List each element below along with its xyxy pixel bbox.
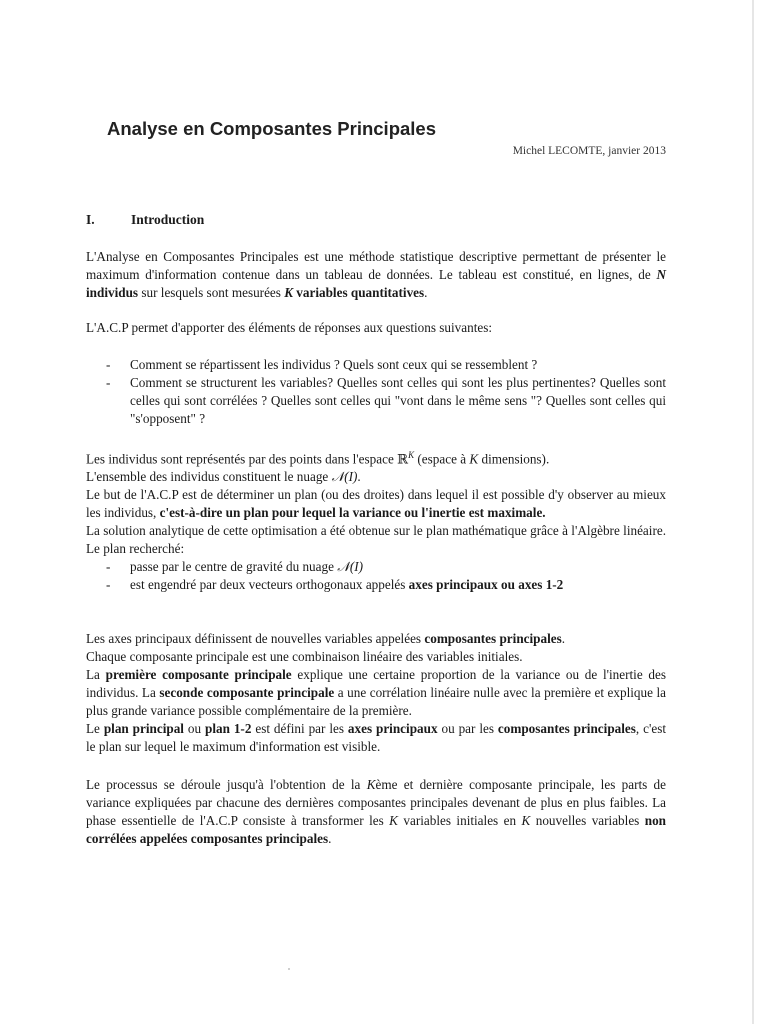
bold-span: axes principaux ou axes 1-2	[408, 577, 564, 593]
section-title: Introduction	[131, 212, 205, 227]
text-span: , c'est le plan sur lequel le maximum d'information est visible.	[86, 721, 666, 754]
text-span: sur lesquels sont mesurées	[138, 285, 285, 300]
paragraph-intro	[86, 248, 666, 302]
math-k: K	[469, 451, 479, 467]
text-span: ème et dernière composante principale, les parts de variance expliquées par chacune des dernières composantes principales devenant de plus en plus faibles. La phase essentielle de l'A.C.P consiste à transformer les	[86, 777, 667, 828]
bold-span: composantes principales	[424, 631, 562, 646]
math-cloud: 𝒩(I)	[331, 469, 358, 485]
line-cloud	[86, 468, 666, 486]
text-span: est engendré par deux vecteurs orthogonaux appelés	[130, 577, 409, 593]
math-space: ℝ	[397, 451, 409, 467]
math-cloud: 𝒩(I)	[337, 559, 364, 575]
paragraph-axes	[86, 630, 666, 756]
bold-span: composantes principales	[497, 721, 636, 736]
question-item: - Comment se répartissent les individus ? Quels sont ceux qui se ressemblent ?	[86, 356, 666, 374]
question-item: - Comment se structurent les variables? Quelles sont celles qui sont les plus pertinentes? Quelles sont celles qui sont corrélées ? Quelles sont celles qui "vont dans le même sens "? Quelles sont celles qui "s'opposent" ?	[86, 374, 666, 428]
line-solution: La solution analytique de cette optimisation a été obtenue sur le plan mathématique grâce à l'Algèbre linéaire. Le plan recherché:	[86, 523, 666, 557]
math-exponent: K	[408, 450, 415, 460]
paragraph-questions-intro: L'A.C.P permet d'apporter des éléments de réponses aux questions suivantes:	[86, 320, 493, 335]
bold-span: non corrélées appelées composantes principales	[86, 813, 666, 846]
math-k: K	[284, 285, 293, 300]
text-span: nouvelles variables	[530, 813, 645, 828]
text-span: explique une certaine proportion de la variance ou de l'inertie des individus. La	[86, 667, 666, 700]
line-goal	[86, 486, 666, 522]
math-n: N	[656, 267, 666, 282]
text-span: a une corrélation linéaire nulle avec la première et explique la plus grande variance possible complémentaire de la première.	[86, 685, 666, 718]
math-k: K	[366, 777, 376, 792]
text-span: ou par les	[437, 721, 498, 736]
plan-item	[86, 576, 666, 594]
author-line: Michel LECOMTE, janvier 2013	[512, 145, 666, 157]
line-combination: Chaque composante principale est une combinaison linéaire des variables initiales.	[86, 649, 523, 664]
questions-list	[86, 356, 666, 428]
line-axes	[86, 630, 666, 648]
text-span: (espace à	[414, 451, 470, 467]
math-k: K	[521, 813, 531, 828]
text-span: Le	[86, 721, 104, 736]
text-span: passe par le centre de gravité du nuage	[130, 559, 338, 575]
text-span: Le processus se déroule jusqu'à l'obtention de la	[86, 777, 367, 792]
text-span: dimensions).	[478, 451, 550, 467]
text-span: Les axes principaux définissent de nouvelles variables appelées	[86, 631, 425, 646]
text-span: .	[357, 469, 361, 485]
text-span: .	[328, 831, 332, 846]
text-span: .	[424, 285, 428, 300]
section-heading	[86, 212, 204, 228]
line-plan	[86, 720, 666, 756]
bold-span: seconde composante principale	[159, 685, 335, 700]
section-number: I.	[86, 212, 95, 227]
text-span: La	[86, 667, 106, 682]
scan-edge-line	[752, 0, 754, 1024]
text-span: variables initiales en	[397, 813, 522, 828]
bold-span: individus	[86, 285, 139, 300]
paragraph-process	[86, 776, 666, 848]
bold-span: plan 1-2	[205, 721, 252, 736]
text-span: ou	[183, 721, 205, 736]
plan-item	[86, 558, 666, 576]
bold-span: axes principaux	[347, 721, 438, 736]
bold-span: variables quantitatives	[293, 285, 425, 300]
scan-speck	[288, 968, 290, 970]
text-span: Les individus sont représentés par des points dans l'espace	[86, 451, 398, 467]
text-span: Le but de l'A.C.P est de déterminer un plan (ou des droites) dans lequel il est possible d'y observer au mieux les individus,	[86, 487, 666, 521]
text-span: L'ensemble des individus constituent le nuage	[86, 469, 332, 485]
text-span: .	[561, 631, 566, 646]
line-components	[86, 666, 666, 720]
bold-span: plan principal	[103, 721, 184, 736]
bold-span: c'est-à-dire un plan pour lequel la variance ou l'inertie est maximale.	[159, 505, 546, 521]
document-title: Analyse en Composantes Principales	[107, 118, 437, 139]
math-k: K	[389, 813, 398, 828]
line-space	[86, 446, 666, 468]
paragraph-individuals	[86, 446, 666, 594]
plan-list	[86, 558, 666, 594]
text-span: est défini par les	[251, 721, 348, 736]
bold-span: première composante principale	[105, 667, 292, 682]
text-span: L'Analyse en Composantes Principales est une méthode statistique descriptive permettant de présenter le maximum d'information contenue dans un tableau de données. Le tableau est constitué, en lignes, de	[86, 249, 666, 282]
